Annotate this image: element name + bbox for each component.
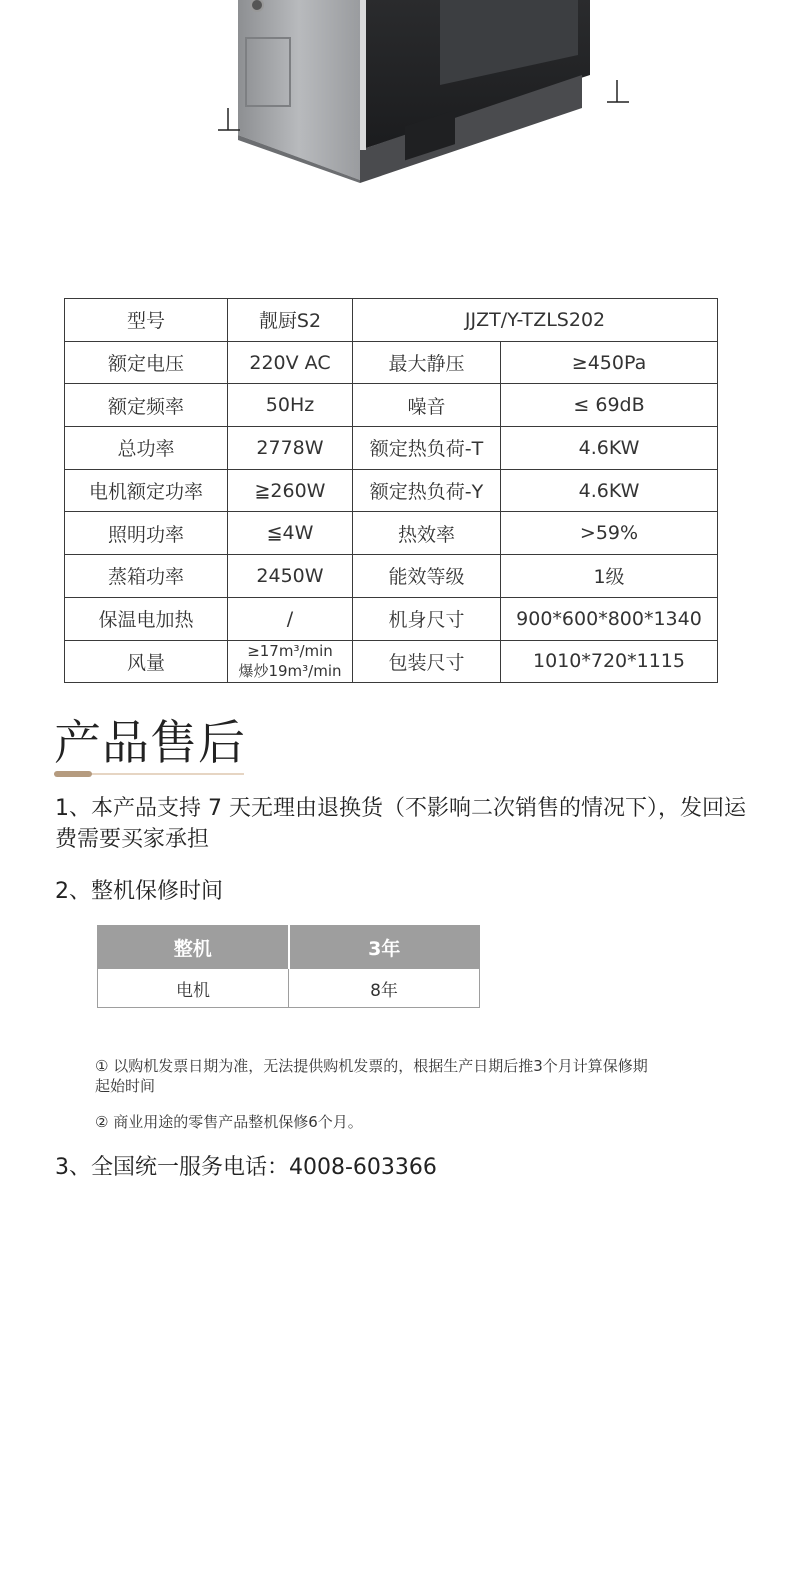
spec-label: 包装尺寸: [353, 640, 501, 683]
spec-label: 额定电压: [65, 341, 228, 384]
spec-label: 额定频率: [65, 384, 228, 427]
table-row: [65, 427, 718, 470]
spec-label: 额定热负荷-Y: [353, 469, 501, 512]
spec-label: 噪音: [353, 384, 501, 427]
spec-value: 2450W: [228, 555, 353, 598]
warranty-cell: 电机: [98, 969, 289, 1008]
warranty-cell: 8年: [289, 969, 480, 1008]
spec-value: ≤ 69dB: [501, 384, 718, 427]
warranty-note-2: ② 商业用途的零售产品整机保修6个月。: [95, 1113, 363, 1131]
product-image: [0, 0, 790, 260]
table-row: [98, 969, 480, 1008]
spec-value: 220V AC: [228, 341, 353, 384]
warranty-header: 整机: [98, 926, 289, 969]
service-hotline: 3、全国统一服务电话：4008-603366: [55, 1155, 437, 1180]
spec-value: 4.6KW: [501, 427, 718, 470]
spec-label: 风量: [65, 640, 228, 683]
spec-label: 能效等级: [353, 555, 501, 598]
warranty-table: [97, 925, 480, 1008]
warranty-heading: 2、整机保修时间: [55, 879, 223, 904]
spec-label: 最大静压: [353, 341, 501, 384]
spec-value: /: [228, 597, 353, 640]
spec-label: 型号: [65, 299, 228, 342]
spec-label: 总功率: [65, 427, 228, 470]
spec-value: ≥450Pa: [501, 341, 718, 384]
spec-value: 靓厨S2: [228, 299, 353, 342]
airflow-line-1: ≥17m³/min: [247, 642, 333, 661]
spec-label: 热效率: [353, 512, 501, 555]
table-row: [65, 469, 718, 512]
table-row: [65, 341, 718, 384]
title-accent: [54, 771, 92, 777]
warranty-header: 3年: [289, 926, 480, 969]
spec-value: 2778W: [228, 427, 353, 470]
spec-value: 900*600*800*1340: [501, 597, 718, 640]
spec-value: 4.6KW: [501, 469, 718, 512]
table-row: [65, 555, 718, 598]
spec-value-airflow: [228, 640, 353, 683]
spec-value: >59%: [501, 512, 718, 555]
spec-label: 照明功率: [65, 512, 228, 555]
table-row: [65, 384, 718, 427]
airflow-line-2: 爆炒19m³/min: [238, 662, 342, 681]
spec-value: 50Hz: [228, 384, 353, 427]
table-row: [65, 640, 718, 683]
section-title: 产品售后: [54, 716, 246, 771]
spec-label: 保温电加热: [65, 597, 228, 640]
spec-value: 1010*720*1115: [501, 640, 718, 683]
table-row: [65, 512, 718, 555]
spec-label: 机身尺寸: [353, 597, 501, 640]
table-row: [65, 597, 718, 640]
spec-label: 蒸箱功率: [65, 555, 228, 598]
spec-value: ≧260W: [228, 469, 353, 512]
spec-table: [64, 298, 718, 683]
return-policy-text: 1、本产品支持 7 天无理由退换货（不影响二次销售的情况下），发回运费需要买家承担: [55, 796, 746, 852]
table-header-row: [98, 926, 480, 969]
spec-label: 电机额定功率: [65, 469, 228, 512]
spec-value: JJZT/Y-TZLS202: [353, 299, 718, 342]
spec-label: 额定热负荷-T: [353, 427, 501, 470]
table-row: [65, 299, 718, 342]
spec-value: ≦4W: [228, 512, 353, 555]
spec-value: 1级: [501, 555, 718, 598]
warranty-note-1: ① 以购机发票日期为准，无法提供购机发票的，根据生产日期后推3个月计算保修期起始时间: [95, 1057, 648, 1095]
